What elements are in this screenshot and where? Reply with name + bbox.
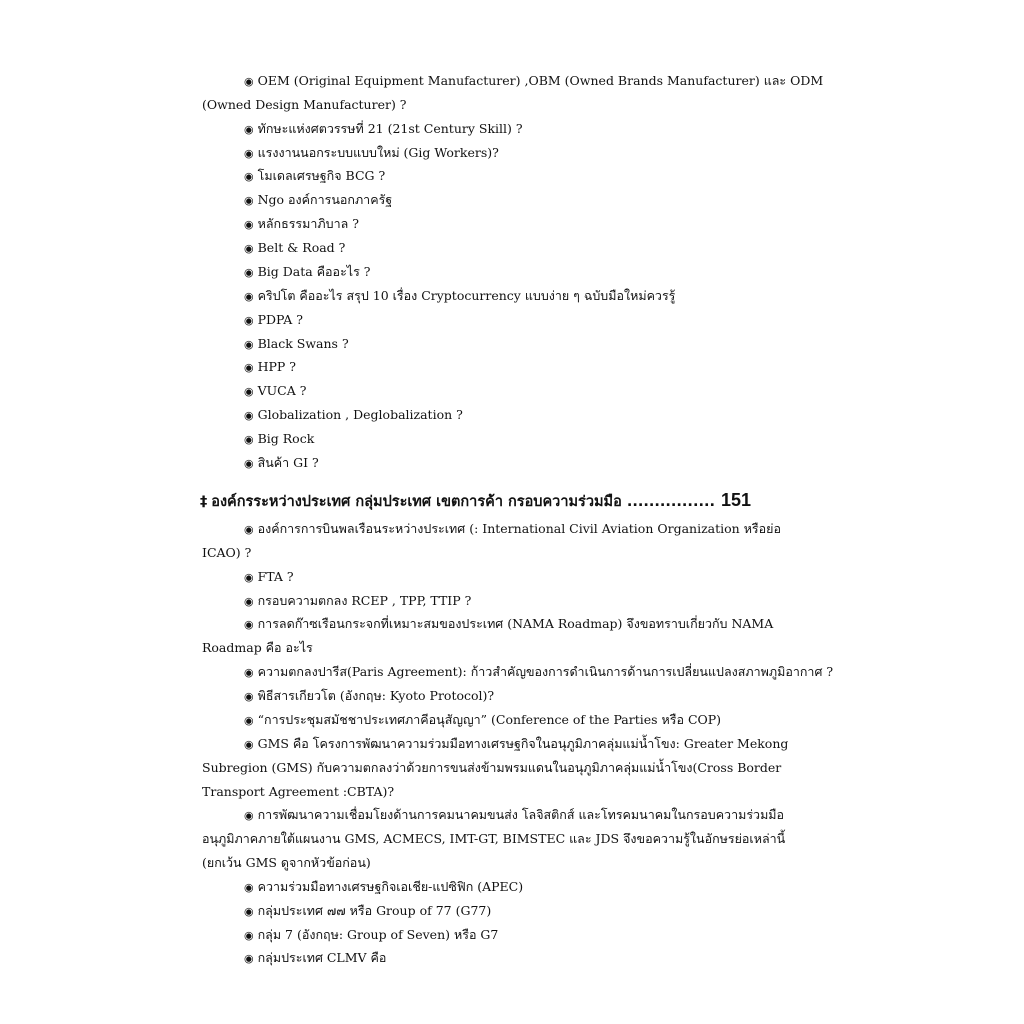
bullet-icon: ◉	[244, 571, 254, 584]
list-item	[244, 240, 345, 257]
list-item-text: พิธีสารเกียวโต (อังกฤษ: Kyoto Protocol)?	[257, 688, 495, 703]
page-number: 151	[720, 490, 752, 510]
bullet-icon: ◉	[244, 595, 254, 608]
list-item	[244, 383, 306, 400]
bullet-icon: ◉	[244, 738, 254, 751]
bullet-icon: ◉	[244, 881, 254, 894]
bullet-icon: ◉	[244, 905, 254, 918]
list-item	[244, 664, 833, 681]
list-item-text: ทักษะแห่งศตวรรษที่ 21 (21st Century Skill) ?	[257, 121, 523, 136]
bullet-icon: ◉	[244, 929, 254, 942]
list-item-text: คริปโต คืออะไร สรุป 10 เรื่อง Cryptocurrency แบบง่าย ๆ ฉบับมือใหม่ควรรู้	[257, 288, 676, 303]
list-item	[244, 73, 823, 90]
bullet-icon: ◉	[244, 409, 254, 422]
list-item	[244, 712, 721, 729]
list-item-text: Black Swans ?	[257, 336, 349, 351]
list-item-text: Belt & Road ?	[257, 240, 346, 255]
list-item-text: Big Data คืออะไร ?	[257, 264, 371, 279]
bullet-icon: ◉	[244, 338, 254, 351]
bullet-icon: ◉	[244, 123, 254, 136]
bullet-icon: ◉	[244, 618, 254, 631]
bullet-icon: ◉	[244, 433, 254, 446]
list-item	[244, 192, 392, 209]
list-item-text: การลดก๊าซเรือนกระจกที่เหมาะสมของประเทศ (NAMA Roadmap) จึงขอทราบเกี่ยวกับ NAMA	[257, 616, 774, 631]
bullet-icon: ◉	[244, 809, 254, 822]
list-item-text: VUCA ?	[257, 383, 307, 398]
list-item	[244, 455, 319, 472]
list-item	[244, 616, 773, 633]
bullet-icon: ◉	[244, 714, 254, 727]
list-item-text: หลักธรรมาภิบาล ?	[257, 216, 359, 231]
list-item-continuation: (Owned Design Manufacturer) ?	[202, 97, 407, 112]
list-item-text: องค์การการบินพลเรือนระหว่างประเทศ (: International Civil Aviation Organization หรือย่อ	[257, 521, 781, 536]
list-item-text: กลุ่ม 7 (อังกฤษ: Group of Seven) หรือ G7	[257, 927, 499, 942]
list-item	[244, 569, 294, 586]
bullet-icon: ◉	[244, 690, 254, 703]
bullet-icon: ◉	[244, 314, 254, 327]
list-item-text: กลุ่มประเทศ CLMV คือ	[257, 950, 387, 965]
list-item	[244, 521, 781, 538]
list-item	[244, 288, 675, 305]
list-item-text: FTA ?	[257, 569, 294, 584]
list-item	[244, 431, 314, 448]
bullet-icon: ◉	[244, 952, 254, 965]
list-item	[244, 145, 499, 162]
list-item	[244, 336, 349, 353]
list-item-text: GMS คือ โครงการพัฒนาความร่วมมือทางเศรษฐกิจในอนุภูมิภาคลุ่มแม่น้ำโขง: Greater Mekong	[257, 736, 789, 751]
bullet-icon: ◉	[244, 523, 254, 536]
list-item-text: Globalization , Deglobalization ?	[257, 407, 463, 422]
bullet-icon: ◉	[244, 147, 254, 160]
list-item	[244, 168, 385, 185]
list-item-continuation: Transport Agreement :CBTA)?	[202, 784, 395, 799]
bullet-icon: ◉	[244, 194, 254, 207]
list-item-text: การพัฒนาความเชื่อมโยงด้านการคมนาคมขนส่ง โลจิสติกส์ และโทรคมนาคมในกรอบความร่วมมือ	[257, 807, 785, 822]
bullet-icon: ◉	[244, 170, 254, 183]
bullet-icon: ◉	[244, 242, 254, 255]
bullet-icon: ◉	[244, 290, 254, 303]
list-item	[244, 264, 370, 281]
list-item-continuation: Subregion (GMS) กับความตกลงว่าด้วยการขนส่งข้ามพรมแดนในอนุภูมิภาคลุ่มแม่น้ำโขง(Cross Border	[202, 760, 782, 775]
bullet-icon: ◉	[244, 218, 254, 231]
list-item-text: Ngo องค์การนอกภาครัฐ	[257, 192, 393, 207]
list-item-text: PDPA ?	[257, 312, 304, 327]
list-item-text: กรอบความตกลง RCEP , TPP, TTIP ?	[257, 593, 472, 608]
bullet-icon: ◉	[244, 666, 254, 679]
section-title: องค์กรระหว่างประเทศ กลุ่มประเทศ เขตการค้า กรอบความร่วมมือ	[211, 494, 622, 510]
list-item	[244, 407, 463, 424]
dagger-icon: ‡	[200, 494, 208, 510]
bullet-icon: ◉	[244, 361, 254, 374]
list-item-text: แรงงานนอกระบบแบบใหม่ (Gig Workers)?	[257, 145, 499, 160]
list-item-continuation: Roadmap คือ อะไร	[202, 640, 313, 655]
list-item	[244, 927, 498, 944]
list-item-continuation: (ยกเว้น GMS ดูจากหัวข้อก่อน)	[202, 855, 371, 870]
bullet-icon: ◉	[244, 385, 254, 398]
list-item	[244, 807, 784, 824]
bullet-icon: ◉	[244, 457, 254, 470]
list-item	[244, 359, 296, 376]
list-item	[244, 950, 386, 967]
leader-dots: ................	[626, 494, 715, 510]
list-item-text: ความร่วมมือทางเศรษฐกิจเอเชีย-แปซิฟิก (APEC)	[257, 879, 524, 894]
bullet-icon: ◉	[244, 75, 254, 88]
list-item-text: HPP ?	[257, 359, 297, 374]
list-item-text: กลุ่มประเทศ ๗๗ หรือ Group of 77 (G77)	[257, 903, 492, 918]
list-item	[244, 312, 303, 329]
list-item-text: OEM (Original Equipment Manufacturer) ,OBM (Owned Brands Manufacturer) และ ODM	[257, 73, 824, 88]
list-item	[244, 879, 523, 896]
list-item	[244, 121, 523, 138]
list-item-text: ความตกลงปารีส(Paris Agreement): ก้าวสำคัญของการดำเนินการด้านการเปลี่ยนแปลงสภาพภูมิอากาศ ?	[257, 664, 834, 679]
list-item	[244, 688, 494, 705]
list-item	[244, 903, 491, 920]
list-item	[244, 736, 788, 753]
bullet-icon: ◉	[244, 266, 254, 279]
section-heading	[200, 490, 751, 512]
list-item-text: สินค้า GI ?	[257, 455, 319, 470]
list-item-continuation: อนุภูมิภาคภายใต้แผนงาน GMS, ACMECS, IMT-GT, BIMSTEC และ JDS จึงขอความรู้ในอักษรย่อเหล่านี้	[202, 831, 786, 846]
list-item-continuation: ICAO) ?	[202, 545, 252, 560]
list-item-text: Big Rock	[257, 431, 315, 446]
list-item	[244, 216, 359, 233]
list-item-text: โมเดลเศรษฐกิจ BCG ?	[257, 168, 386, 183]
list-item	[244, 593, 471, 610]
list-item-text: “การประชุมสมัชชาประเทศภาคีอนุสัญญา” (Conference of the Parties หรือ COP)	[257, 712, 722, 727]
